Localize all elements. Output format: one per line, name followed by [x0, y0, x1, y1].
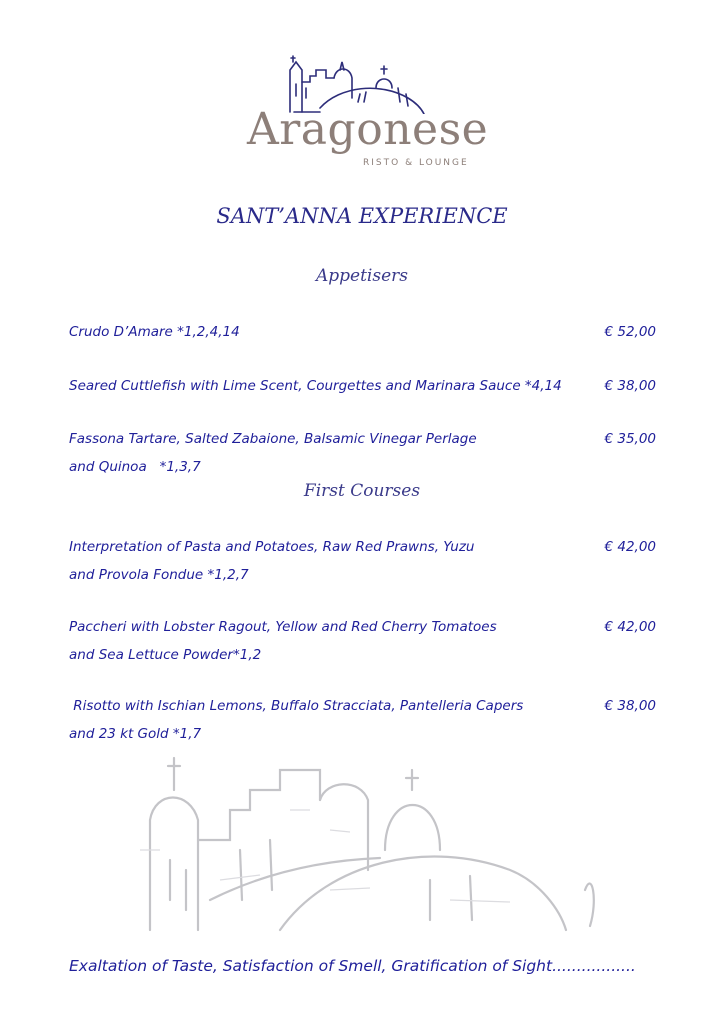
item-line: Fassona Tartare, Salted Zabaione, Balsamic Vinegar Perlage: [69, 431, 477, 447]
section-heading-appetisers: Appetisers: [315, 266, 408, 286]
item-price: € 42,00: [604, 539, 656, 555]
item-line: Interpretation of Pasta and Potatoes, Raw Red Prawns, Yuzu: [69, 539, 475, 555]
brand-subtitle: RISTO & LOUNGE: [363, 158, 469, 168]
item-line: and Sea Lettuce Powder*1,2: [69, 647, 262, 663]
menu-title: SANT’ANNA EXPERIENCE: [216, 204, 508, 228]
menu-item: [69, 533, 569, 589]
menu-item: [69, 425, 569, 481]
item-price: € 38,00: [604, 698, 656, 714]
item-line: and Quinoa *1,3,7: [69, 459, 201, 475]
item-line: and 23 kt Gold *1,7: [69, 726, 202, 742]
menu-item: [69, 692, 589, 748]
tagline: Exaltation of Taste, Satisfaction of Smell, Gratification of Sight.................: [69, 957, 636, 975]
item-price: € 38,00: [604, 378, 656, 394]
castle-sketch-illustration: [130, 750, 600, 940]
brand-name: Aragonese: [247, 104, 489, 155]
item-line: Risotto with Ischian Lemons, Buffalo Stracciata, Pantelleria Capers: [69, 698, 524, 714]
item-line: and Provola Fondue *1,2,7: [69, 567, 249, 583]
item-line: Crudo D’Amare *1,2,4,14: [69, 324, 240, 340]
menu-item: [69, 318, 569, 346]
menu-item: [69, 372, 589, 400]
item-price: € 42,00: [604, 619, 656, 635]
menu-item: [69, 613, 569, 669]
item-price: € 35,00: [604, 431, 656, 447]
item-line: Seared Cuttlefish with Lime Scent, Courgettes and Marinara Sauce *4,14: [69, 378, 562, 394]
restaurant-logo: [245, 52, 489, 177]
section-heading-first-courses: First Courses: [303, 481, 421, 501]
item-line: Paccheri with Lobster Ragout, Yellow and Red Cherry Tomatoes: [69, 619, 497, 635]
item-price: € 52,00: [604, 324, 656, 340]
